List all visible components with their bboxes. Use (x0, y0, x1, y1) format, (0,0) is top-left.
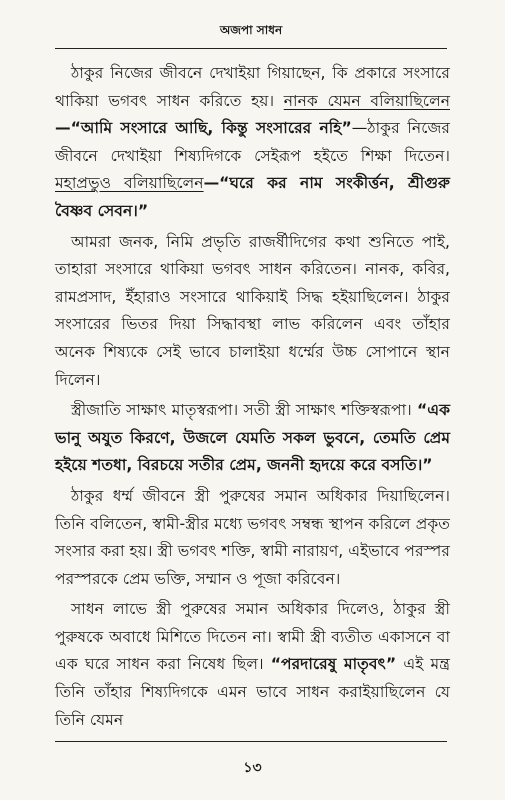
paragraph-householder-sadhana (55, 60, 450, 226)
bold-quote: —“আমি সংসারে আছি, কিন্তু সংসারের নহি” (55, 119, 352, 138)
paragraph-equal-rights (55, 483, 450, 593)
text-segment: ঠাকুর নিজের জীবনে দেখাইয়া গিয়াছেন, কি প্রকারে সংসারে থাকিয়া ভগবৎ সাধন করিতে হয়। (55, 64, 450, 110)
text-segment: স্ত্রীজাতি সাক্ষাৎ মাতৃস্বরূপা। সতী স্ত্রী সাক্ষাৎ শক্তিস্বরূপা। (71, 401, 417, 420)
running-header: অজপা সাধন (219, 23, 283, 37)
paragraph-womanhood (55, 397, 450, 480)
text-segment: সাধন লাভে স্ত্রী পুরুষের সমান অধিকার দিলেও, ঠাকুর স্ত্রী পুরুষকে অবাধে মিশিতে দিতেন না। স্বামী স্ত্রী ব্যতীত একাসনে বা এক ঘরে সাধন করা নিষেধ ছিল। (55, 600, 450, 674)
bold-quote: —“ঘরে কর নাম সংকীর্ত্তন, শ্রীগুরু বৈষ্ণব সেবন।” (55, 174, 451, 220)
underlined-text: মহাপ্রভুও বলিয়াছিলেন (55, 174, 204, 193)
header-divider (55, 48, 447, 49)
paragraph-sadhana-rules (55, 596, 450, 734)
underlined-text: নানক যেমন বলিয়াছিলেন (283, 91, 451, 110)
bold-quote: “এক ভানু অযুত কিরণে, উজলে যেমতি সকল ভুবনে, তেমতি প্রেম হইয়ে শতধা, বিরচয়ে সতীর প্রেম, জননী হৃদয়ে করে বসতি।” (55, 401, 450, 475)
paragraph-royal-sages (55, 229, 450, 395)
bold-quote: “পরদারেষু মাতৃবৎ” (270, 655, 397, 674)
footer-divider (55, 741, 447, 742)
text-segment: —ঠাকুর নিজের জীবনে দেখাইয়া শিষ্যদিগকে সেইরূপ হইতে শিক্ষা দিতেন। (55, 119, 450, 165)
page-body (55, 60, 450, 734)
page-number: ১৩ (243, 760, 262, 776)
text-segment: ঠাকুর ধর্ম্ম জীবনে স্ত্রী পুরুষের সমান অধিকার দিয়াছিলেন। তিনি বলিতেন, স্বামী-স্ত্রীর মধ্যে ভগবৎ সম্বন্ধ স্থাপন করিলে প্রকৃত সংসার করা হয়। স্ত্রী ভগবৎ শক্তি, স্বামী নারায়ণ, এইভাবে পরস্পর পরস্পরকে প্রেম ভক্তি, সম্মান ও পূজা করিবেন। (55, 486, 450, 588)
text-segment: আমরা জনক, নিমি প্রভৃতি রাজর্ষীদিগের কথা শুনিতে পাই, তাহারা সংসারে থাকিয়া ভগবৎ সাধন করিতেন। নানক, কবির, রামপ্রসাদ, ইঁহারাও সংসারে থাকিয়াই সিদ্ধ হইয়াছিলেন। ঠাকুর সংসারের ভিতর দিয়া সিদ্ধাবস্থা লাভ করিলেন এবং তাঁহার অনেক শিষ্যকে সেই ভাবে চালাইয়া ধর্ম্মের উচ্চ সোপানে স্থান দিলেন। (55, 232, 450, 389)
text-segment: এই মন্ত্র তিনি তাঁহার শিষ্যদিগকে এমন ভাবে সাধন করাইয়াছিলেন যে তিনি যেমন (55, 655, 450, 729)
